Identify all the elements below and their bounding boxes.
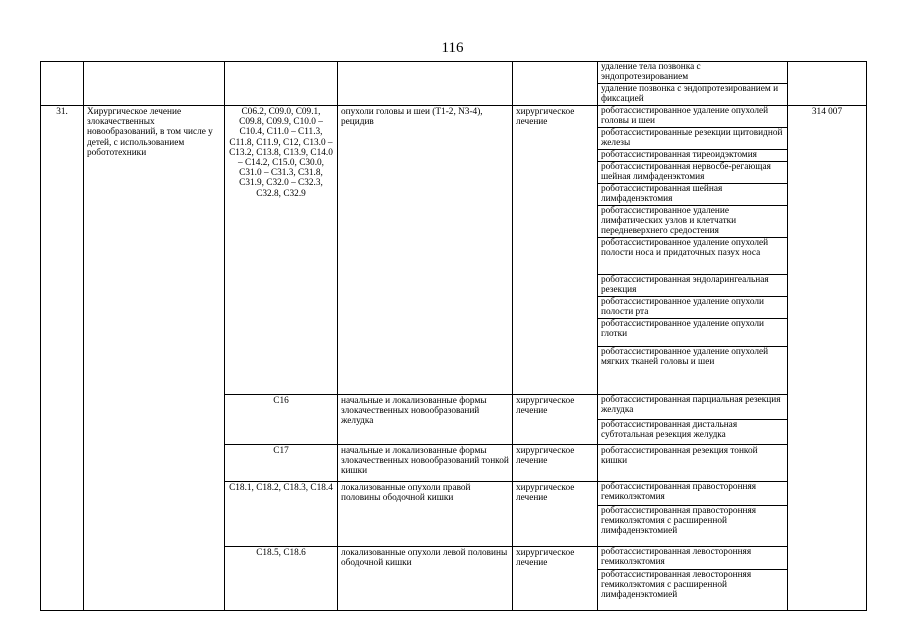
cell-number [41, 62, 84, 106]
method-item: роботассистированная дистальная субтотальная резекция желудка [601, 420, 738, 441]
cell-disease [338, 62, 513, 106]
treatment-type: хирургическое лечение [513, 395, 598, 445]
page-number: 116 [441, 40, 464, 56]
methods-list [598, 395, 788, 445]
methods-list [598, 482, 788, 547]
disease-model: локализованные опухоли левой половины ободочной кишки [338, 547, 513, 611]
row-number: 31. [41, 106, 84, 611]
treatment-type: хирургическое лечение [513, 445, 598, 482]
treatment-type: хирургическое лечение [513, 547, 598, 611]
icd-codes: C06.2, C09.0, C09.1, C09.8, C09.9, C10.0 – C10.4, C11.0 – C11.3, C11.8, C11.9, C12, C13.0 – C13.2, C13.8, C13.9, C14.0 – C14.2, C15.0, C30.0, C31.0 – C31.3, C31.8, C31.9, C32.0 – C32.3, C32.8, C32.9 [225, 106, 338, 395]
method-item: роботассистированное удаление лимфатических узлов и клетчатки передневерхнего средостения [598, 206, 787, 238]
methods-list: роботассистированная резекция тонкой кишки [598, 445, 788, 482]
method-item: роботассистированная эндоларингеальная резекция [598, 275, 787, 297]
services-table [40, 61, 867, 611]
method-item: роботассистированная левосторонняя гемиколэктомия с расширенной лимфаденэктомией [601, 570, 752, 601]
icd-codes: C18.1, C18.2, C18.3, C18.4 [225, 482, 338, 547]
cell-methods [598, 62, 788, 106]
method-item: роботассистированная левосторонняя гемиколэктомия [598, 547, 787, 570]
disease-model: начальные и локализованные формы злокачественных новообразований тонкой кишки [338, 445, 513, 482]
method-item: роботассистированная правосторонняя гемиколэктомия [598, 482, 787, 506]
method-item: роботассистированное удаление опухоли глотки [598, 319, 787, 347]
treatment-type: хирургическое лечение [513, 106, 598, 395]
disease-model: опухоли головы и шеи (T1-2, N3-4), рецидив [338, 106, 513, 395]
methods-list [598, 547, 788, 611]
cell-treatment [513, 62, 598, 106]
method-item: роботассистированная правосторонняя гемиколэктомия с расширенной лимфаденэктомией [601, 506, 757, 537]
cell-codes [225, 62, 338, 106]
method-item: роботассистированное удаление опухоли полости рта [598, 297, 787, 319]
method-item: роботассистированное удаление опухолей мягких тканей головы и шеи [601, 347, 769, 368]
method-item: удаление тела позвонка с эндопротезированием [598, 62, 787, 84]
price: 314 007 [788, 106, 867, 611]
method-item: удаление позвонка с эндопротезированием и фиксацией [601, 84, 779, 105]
disease-model: начальные и локализованные формы злокачественных новообразований желудка [338, 395, 513, 445]
method-item: роботассистированная нервосбе-регающая шейная лимфаденэктомия [598, 162, 787, 184]
method-item: роботассистированное удаление опухолей головы и шеи [598, 106, 787, 128]
method-item: роботассистированное удаление опухолей полости носа и придаточных пазух носа [598, 238, 787, 275]
method-item: роботассистированная шейная лимфаденэктомия [598, 184, 787, 206]
cell-price [788, 62, 867, 106]
method-item: роботассистированная тиреоидэктомия [598, 150, 787, 162]
method-item: роботассистированная парциальная резекция желудка [598, 395, 787, 420]
table-row [41, 106, 867, 395]
service-name: Хирургическое лечение злокачественных новообразований, в том числе у детей, с использованием робототехники [84, 106, 225, 611]
methods-list [598, 106, 788, 395]
cell-name [84, 62, 225, 106]
icd-codes: C17 [225, 445, 338, 482]
disease-model: локализованные опухоли правой половины ободочной кишки [338, 482, 513, 547]
icd-codes: C18.5, C18.6 [225, 547, 338, 611]
method-item: роботассистированные резекции щитовидной железы [598, 128, 787, 150]
treatment-type: хирургическое лечение [513, 482, 598, 547]
continued-row [41, 62, 867, 106]
icd-codes: C16 [225, 395, 338, 445]
